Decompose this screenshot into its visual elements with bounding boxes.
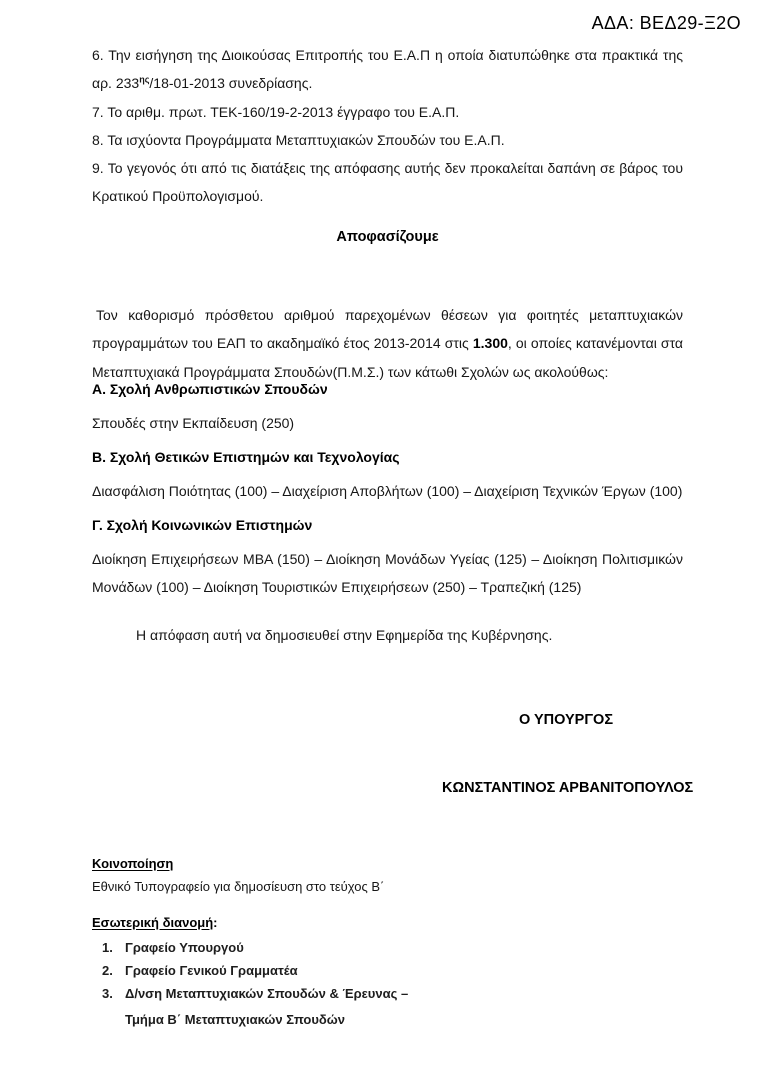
preamble-item-6-suffix: /18-01-2013 συνεδρίασης.: [149, 75, 313, 92]
school-b-programs: Διασφάλιση Ποιότητας (100) – Διαχείριση Αποβλήτων (100) – Διαχείριση Τεχνικών Έργων (100): [92, 483, 683, 499]
notify-body: Εθνικό Τυπογραφείο για δημοσίευση στο τεύχος Β΄: [92, 879, 385, 894]
total-places-number: 1.300: [472, 335, 508, 352]
ada-code: ΑΔΑ: ΒΕΔ29-Ξ2Ο: [591, 13, 741, 33]
preamble-item-8: 8. Τα ισχύοντα Προγράμματα Μεταπτυχιακών Σπουδών του Ε.Α.Π.: [92, 131, 505, 148]
internal-item-1-number: 1.: [102, 940, 113, 955]
minister-title: Ο ΥΠΟΥΡΓΟΣ: [518, 712, 614, 728]
preamble-item-6-text: 6. Την εισήγηση της Διοικούσας Επιτροπής του Ε.Α.Π η οποία διατυπώθηκε στα πρακτικά της αρ. 233: [92, 47, 683, 92]
distribution-section: [92, 852, 512, 1031]
internal-item-3-text: Δ/νση Μεταπτυχιακών Σπουδών & Έρευνας –: [125, 986, 409, 1001]
minister-name: ΚΩΝΣΤΑΝΤΙΝΟΣ ΑΡΒΑΝΙΤΟΠΟΥΛΟΣ: [442, 780, 694, 796]
internal-item-3-number: 3.: [102, 986, 113, 1001]
internal-item-2: [92, 959, 512, 982]
internal-distribution-heading: [92, 911, 512, 934]
internal-item-3: [92, 982, 512, 1005]
decision-paragraph: [92, 301, 683, 386]
school-c-programs: Διοίκηση Επιχειρήσεων ΜΒΑ (150) – Διοίκηση Μονάδων Υγείας (125) – Διοίκηση Πολιτισμικών Μονάδων (100) – Διοίκηση Τουριστικών Επιχειρήσεων (250) – Τραπεζική (125): [92, 551, 683, 595]
ordinal-superscript: ης: [139, 74, 150, 85]
school-a-programs: Σπουδές στην Εκπαίδευση (250): [92, 415, 295, 431]
decision-paragraph-text: Τον καθορισμό πρόσθετου αριθμού παρεχομένων θέσεων για φοιτητές μεταπτυχιακών προγραμμάτων του ΕΑΠ το ακαδημαϊκό έτος 2013-2014 στις: [92, 307, 683, 352]
internal-item-2-text: Γραφείο Γενικού Γραμματέα: [125, 963, 298, 978]
internal-distribution-heading-colon: :: [213, 915, 218, 930]
schools-list: [92, 375, 683, 607]
decision-heading: Αποφασίζουμε: [336, 229, 439, 245]
internal-distribution-list: [92, 936, 512, 1031]
internal-distribution-heading-text: Εσωτερική διανομή: [92, 915, 214, 930]
internal-item-3-continuation: Τμήμα Β΄ Μεταπτυχιακών Σπουδών: [125, 1012, 346, 1027]
preamble-item-6: [92, 41, 683, 98]
publish-note: Η απόφαση αυτή να δημοσιευθεί στην Εφημερίδα της Κυβέρνησης.: [136, 627, 553, 643]
preamble-item-7: 7. Το αριθμ. πρωτ. ΤΕΚ-160/19-2-2013 έγγραφο του Ε.Α.Π.: [92, 103, 460, 120]
internal-item-1-text: Γραφείο Υπουργού: [125, 940, 244, 955]
internal-item-2-number: 2.: [102, 963, 113, 978]
school-a-heading: Α. Σχολή Ανθρωπιστικών Σπουδών: [92, 381, 328, 397]
school-b-heading: Β. Σχολή Θετικών Επιστημών και Τεχνολογίας: [92, 449, 400, 465]
preamble-item-9: 9. Το γεγονός ότι από τις διατάξεις της απόφασης αυτής δεν προκαλείται δαπάνη σε βάρος του Κρατικού Προϋπολογισμού.: [92, 160, 683, 205]
decision-paragraph-tail: , οι οποίες κατανέμονται στα Μεταπτυχιακά Προγράμματα Σπουδών(Π.Μ.Σ.) των κάτωθι Σχολών ως ακολούθως:: [92, 335, 683, 380]
internal-item-1: [92, 936, 512, 959]
preamble-list: [92, 41, 683, 211]
school-c-heading: Γ. Σχολή Κοινωνικών Επιστημών: [92, 517, 313, 533]
notify-heading: Κοινοποίηση: [92, 856, 174, 871]
